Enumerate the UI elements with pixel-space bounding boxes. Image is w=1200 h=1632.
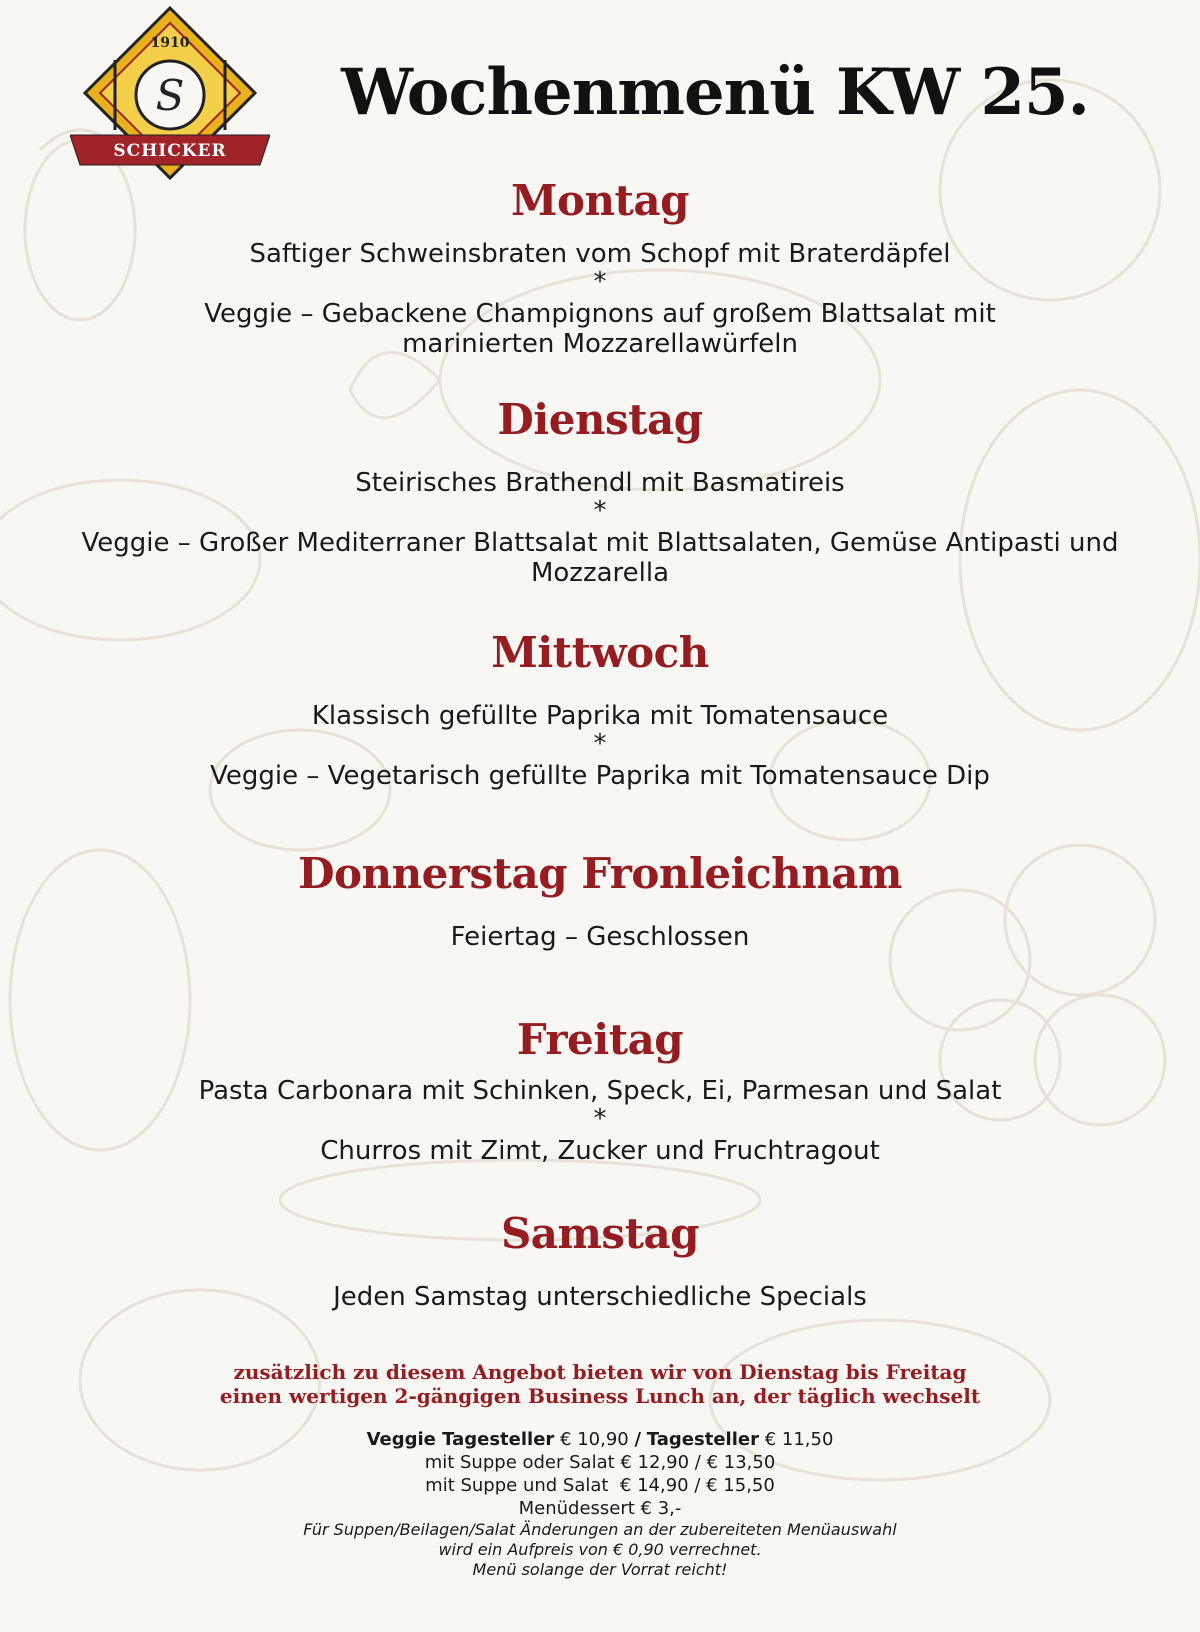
day-section-donnerstag	[0, 848, 1200, 952]
veggie-tagesteller-label: Veggie Tagesteller	[366, 1429, 555, 1450]
dish-veggie-line1: Churros mit Zimt, Zucker und Fruchtragout	[320, 1136, 880, 1166]
business-lunch-line1: zusätzlich zu diesem Angebot bieten wir von Dienstag bis Freitag	[233, 1360, 967, 1384]
dish-main: Jeden Samstag unterschiedliche Specials	[333, 1282, 867, 1312]
day-title: Montag	[510, 176, 690, 225]
price-list	[250, 1428, 950, 1580]
tagesteller-label: Tagesteller	[646, 1429, 759, 1450]
day-title: Freitag	[516, 1015, 684, 1064]
dish-veggie-line2: marinierten Mozzarellawürfeln	[402, 329, 798, 359]
availability-note: Menü solange der Vorrat reicht!	[472, 1560, 728, 1579]
surcharge-note-line2: wird ein Aufpreis von € 0,90 verrechnet.	[438, 1540, 762, 1559]
price-line-suppe-und-salat: mit Suppe und Salat € 14,90 / € 15,50	[425, 1475, 775, 1496]
day-section-freitag	[0, 1014, 1200, 1166]
dish-separator: *	[593, 496, 607, 526]
dish-main: Saftiger Schweinsbraten vom Schopf mit Braterdäpfel	[249, 239, 951, 269]
dish-main: Klassisch gefüllte Paprika mit Tomatensauce	[311, 701, 889, 731]
dish-veggie-line2: Mozzarella	[530, 558, 670, 588]
day-section-samstag	[0, 1208, 1200, 1312]
dish-separator: *	[593, 267, 607, 297]
day-section-dienstag	[0, 394, 1200, 588]
day-section-mittwoch	[0, 627, 1200, 791]
veggie-tagesteller-price: € 10,90	[560, 1429, 629, 1450]
day-title: Samstag	[500, 1209, 700, 1258]
logo-brand: SCHICKER	[113, 141, 227, 161]
dish-separator: *	[593, 1104, 607, 1134]
day-title: Donnerstag Fronleichnam	[298, 849, 902, 898]
logo-year: 1910	[150, 35, 190, 51]
tagesteller-price: € 11,50	[764, 1429, 834, 1450]
dish-main: Feiertag – Geschlossen	[450, 922, 750, 952]
business-lunch-note	[200, 1360, 1000, 1408]
price-line-suppe-oder-salat: mit Suppe oder Salat € 12,90 / € 13,50	[424, 1452, 776, 1473]
surcharge-note-line1: Für Suppen/Beilagen/Salat Änderungen an der zubereiteten Menüauswahl	[303, 1520, 897, 1539]
day-title: Mittwoch	[491, 628, 709, 677]
price-line-tagesteller	[250, 1428, 950, 1451]
logo-monogram: S	[155, 71, 185, 120]
dish-main: Steirisches Brathendl mit Basmatireis	[355, 468, 845, 498]
day-section-montag	[0, 175, 1200, 359]
dish-veggie-line1: Veggie – Gebackene Champignons auf großem Blattsalat mit	[204, 299, 996, 329]
dish-main: Pasta Carbonara mit Schinken, Speck, Ei, Parmesan und Salat	[198, 1076, 1002, 1106]
business-lunch-line2: einen wertigen 2-gängigen Business Lunch an, der täglich wechselt	[219, 1384, 981, 1408]
day-title: Dienstag	[497, 395, 703, 444]
dish-separator: *	[593, 729, 607, 759]
dish-veggie-line1: Veggie – Großer Mediterraner Blattsalat mit Blattsalaten, Gemüse Antipasti und	[81, 528, 1119, 558]
price-line-dessert: Menüdessert € 3,-	[518, 1498, 682, 1519]
price-slash: /	[634, 1429, 642, 1450]
page-title: Wochenmenü KW 25.	[341, 55, 1089, 130]
dish-veggie-line1: Veggie – Vegetarisch gefüllte Paprika mit Tomatensauce Dip	[210, 761, 990, 791]
schicker-logo	[70, 5, 270, 190]
